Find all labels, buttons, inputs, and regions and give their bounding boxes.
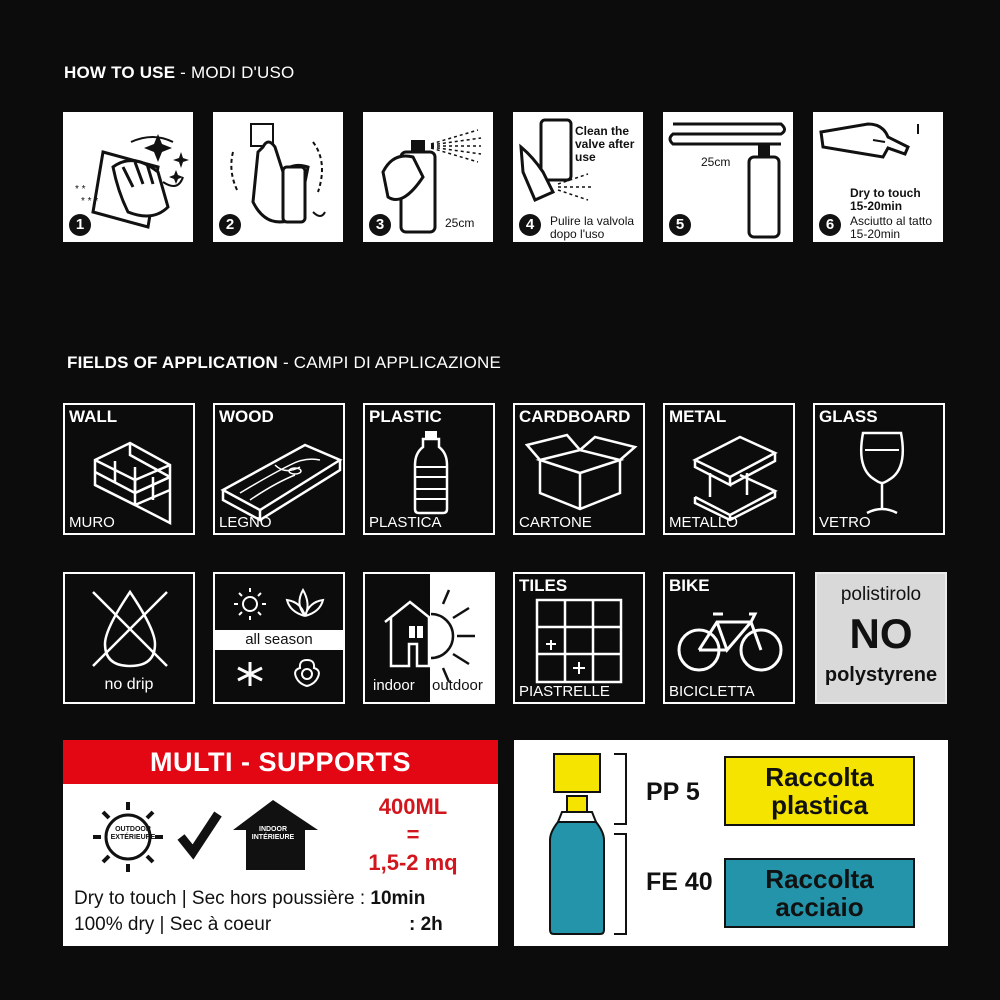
outdoor-label: outdoor — [432, 677, 483, 694]
bike-label-it: BICICLETTA — [669, 683, 755, 700]
feature-bike — [663, 572, 795, 704]
multi-supports-panel — [63, 740, 498, 946]
indoor-text: INDOOR INTÉRIEURE — [251, 826, 295, 841]
no-polystyrene-badge — [815, 572, 947, 704]
step-3-distance: 25cm — [445, 216, 475, 230]
surface-label-it: CARTONE — [519, 514, 592, 531]
surface-label-en: GLASS — [819, 407, 878, 426]
no-drip-label: no drip — [104, 676, 154, 693]
step-4-text-en: Clean the valve after use — [575, 124, 635, 164]
multi-supports-title: MULTI - SUPPORTS — [63, 740, 498, 784]
surface-label-en: WALL — [69, 407, 118, 426]
fields-title: FIELDS OF APPLICATION - CAMPI DI APPLICAZIONE — [67, 353, 502, 372]
step-number: 3 — [369, 214, 391, 236]
step-number: 5 — [669, 214, 691, 236]
step-number: 6 — [819, 214, 841, 236]
step-5-tile — [663, 112, 793, 242]
tiles-label-it: PIASTRELLE — [519, 683, 610, 700]
surface-metal — [663, 403, 795, 535]
steel-bin-label: Raccolta acciaio — [724, 858, 915, 928]
surface-label-it: PLASTICA — [369, 514, 442, 531]
surface-cardboard — [513, 403, 645, 535]
surface-label-it: METALLO — [669, 514, 738, 531]
indoor-label: indoor — [373, 677, 415, 694]
surface-wood — [213, 403, 345, 535]
surface-label-it: VETRO — [819, 514, 871, 531]
volume-label: 400ML — [378, 794, 448, 819]
can-code: FE 40 — [646, 868, 713, 896]
step-6-tile — [813, 112, 943, 242]
polystyrene-no: NO — [849, 610, 913, 657]
feature-tiles — [513, 572, 645, 704]
feature-indoor-outdoor — [363, 572, 495, 704]
coverage-label: 1,5-2 mq — [368, 850, 458, 875]
dry-touch-line: Dry to touch | Sec hors poussière : 10min — [74, 888, 426, 909]
polystyrene-label-en: polystyrene — [824, 664, 938, 686]
step-number: 2 — [219, 214, 241, 236]
step-2-tile — [213, 112, 343, 242]
outdoor-text: OUTDOOR EXTÉRIEURE — [110, 826, 156, 841]
tiles-label-en: TILES — [519, 576, 568, 595]
feature-no-drip — [63, 572, 195, 704]
surface-glass — [813, 403, 945, 535]
step-4-tile — [513, 112, 643, 242]
surface-label-it: MURO — [69, 514, 115, 531]
svg-text:* * *: * * * — [81, 196, 99, 207]
surface-wall — [63, 403, 195, 535]
surface-label-it: LEGNO — [219, 514, 272, 531]
cap-code: PP 5 — [646, 778, 700, 806]
plastic-bin-label: Raccolta plastica — [724, 756, 915, 826]
feature-all-season — [213, 572, 345, 704]
spray-can-parts-icon — [544, 740, 664, 946]
step-number: 1 — [69, 214, 91, 236]
polystyrene-label-it: polistirolo — [840, 584, 922, 605]
surface-plastic — [363, 403, 495, 535]
step-6-text-it: Asciutto al tatto 15-20min — [850, 214, 933, 241]
surface-label-en: CARDBOARD — [519, 407, 631, 426]
surface-label-en: WOOD — [219, 407, 274, 426]
all-season-label: all season — [215, 630, 343, 650]
step-6-text-en: Dry to touch 15-20min — [850, 186, 921, 213]
recycling-panel — [514, 740, 948, 946]
svg-text:* *: * * — [75, 184, 86, 195]
step-4-text-it: Pulire la valvola dopo l'uso — [550, 214, 635, 241]
step-5-distance: 25cm — [701, 155, 731, 169]
dry-full-line: 100% dry | Sec à coeur : 2h — [74, 914, 443, 935]
step-number: 4 — [519, 214, 541, 236]
surface-label-en: PLASTIC — [369, 407, 442, 426]
step-1-tile — [63, 112, 193, 242]
bike-label-en: BIKE — [669, 576, 710, 595]
step-3-tile — [363, 112, 493, 242]
equals-sign: = — [406, 822, 420, 847]
how-to-use-title: HOW TO USE - MODI D'USO — [64, 63, 295, 82]
surface-label-en: METAL — [669, 407, 727, 426]
